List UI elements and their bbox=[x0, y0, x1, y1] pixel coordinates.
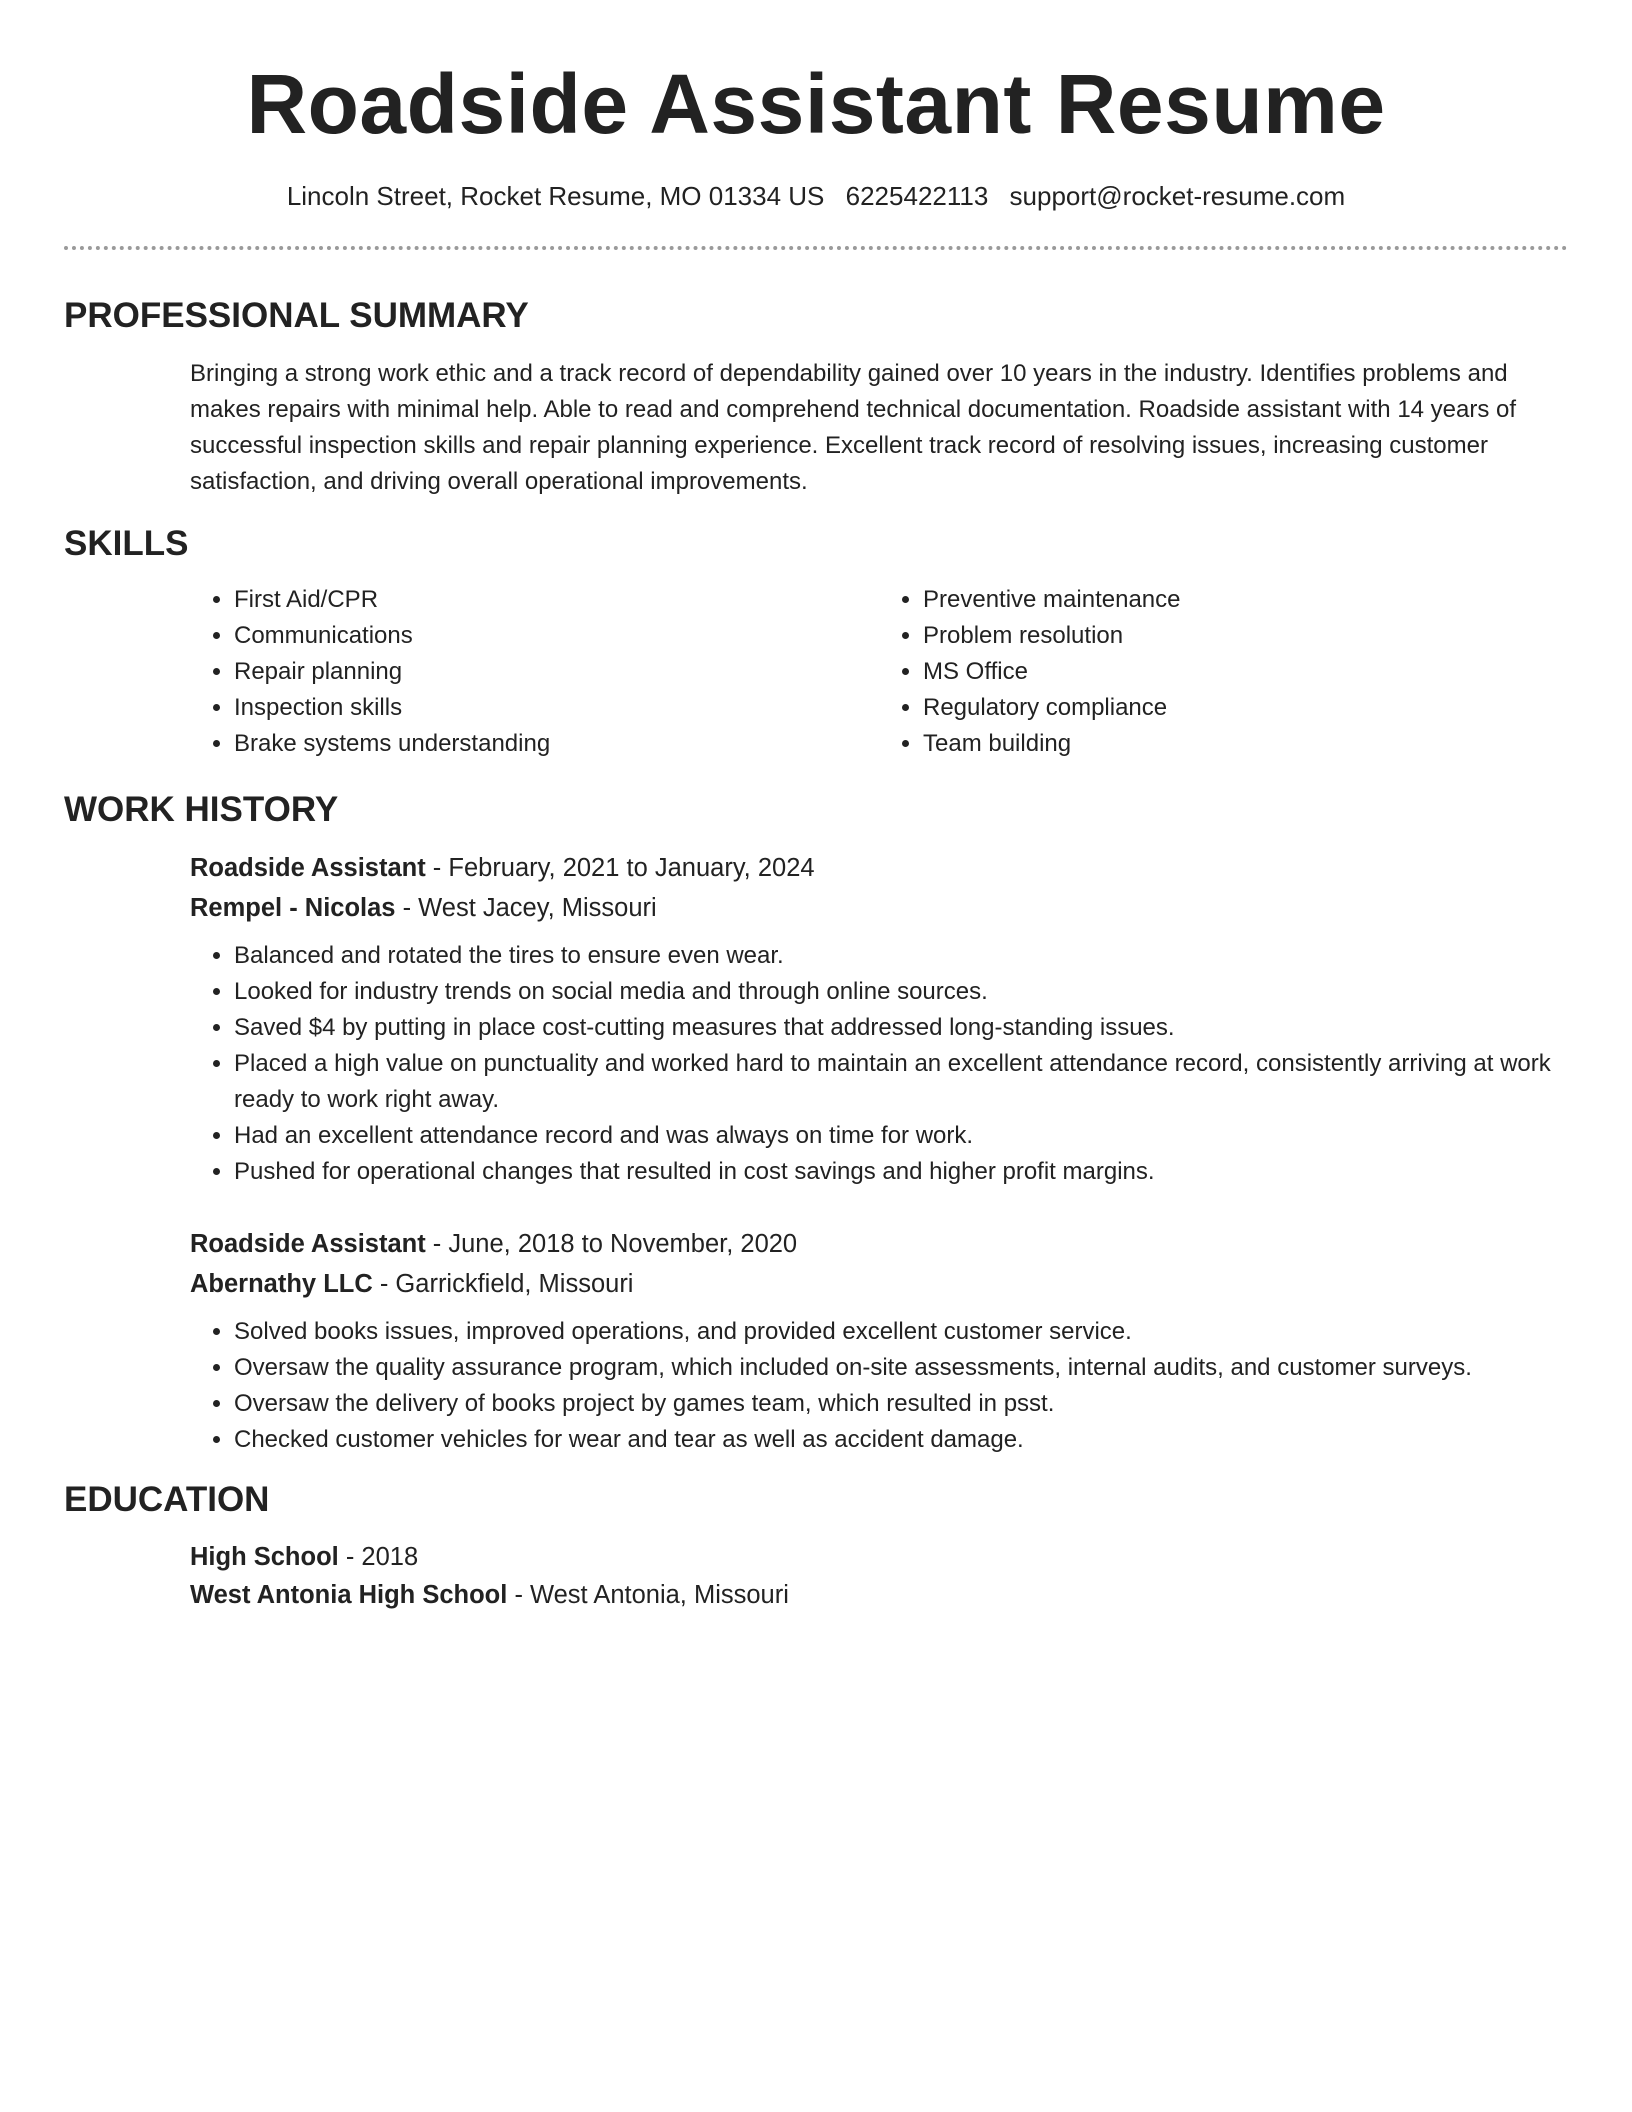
skill-item: • Problem resolution bbox=[923, 618, 1568, 654]
skill-item: • Preventive maintenance bbox=[923, 582, 1568, 618]
job-bullet: • Looked for industry trends on social media and through online sources. bbox=[234, 974, 1568, 1010]
skill-item: • MS Office bbox=[923, 654, 1568, 690]
job-company: Abernathy LLC bbox=[190, 1270, 373, 1298]
education-year: - 2018 bbox=[345, 1543, 419, 1571]
job-title: Roadside Assistant bbox=[190, 854, 426, 882]
job-title: Roadside Assistant bbox=[190, 1230, 426, 1258]
summary-section bbox=[64, 294, 1568, 500]
job-bullet: • Balanced and rotated the tires to ensure even wear. bbox=[234, 938, 1568, 974]
job-bullet: • Oversaw the delivery of books project by games team, which resulted in psst. bbox=[234, 1386, 1568, 1422]
education-school: West Antonia High School bbox=[190, 1581, 508, 1609]
skill-item: • Inspection skills bbox=[234, 690, 879, 726]
skills-heading: SKILLS bbox=[64, 524, 189, 563]
skill-item: • Brake systems understanding bbox=[234, 726, 879, 762]
work-section bbox=[64, 788, 1568, 1458]
resume-title: Roadside Assistant Resume bbox=[246, 57, 1386, 151]
contact-email: support@rocket-resume.com bbox=[1009, 181, 1346, 211]
work-heading: WORK HISTORY bbox=[64, 790, 339, 829]
education-section bbox=[64, 1478, 1568, 1614]
job-location: - West Jacey, Missouri bbox=[402, 894, 657, 922]
education-location: - West Antonia, Missouri bbox=[514, 1581, 789, 1609]
job-company-line bbox=[190, 888, 1568, 928]
summary-heading: PROFESSIONAL SUMMARY bbox=[64, 296, 529, 335]
summary-text: Bringing a strong work ethic and a track record of dependability gained over 10 years in the industry. Identifies problems and makes repairs with minimal help. Able to read and comprehend technical documentation. Roadside assistant with 14 years of successful inspection skills and repair planning experience. Excellent track record of resolving issues, increasing customer satisfaction, and driving overall operational improvements. bbox=[190, 360, 1517, 495]
skill-item: • Team building bbox=[923, 726, 1568, 762]
skill-item: • Regulatory compliance bbox=[923, 690, 1568, 726]
contact-line bbox=[64, 178, 1568, 214]
contact-address: Lincoln Street, Rocket Resume, MO 01334 US bbox=[286, 181, 825, 211]
education-heading: EDUCATION bbox=[64, 1480, 270, 1519]
job-bullet: • Placed a high value on punctuality and worked hard to maintain an excellent attendance record, consistently arriving at work ready to work right away. bbox=[234, 1046, 1568, 1118]
job-location: - Garrickfield, Missouri bbox=[379, 1270, 634, 1298]
skill-item: • Communications bbox=[234, 618, 879, 654]
job-title-line bbox=[190, 1224, 1568, 1264]
education-degree-line bbox=[190, 1538, 1568, 1576]
job-bullet: • Oversaw the quality assurance program, which included on-site assessments, internal audits, and customer surveys. bbox=[234, 1350, 1568, 1386]
job-bullet: • Pushed for operational changes that resulted in cost savings and higher profit margins. bbox=[234, 1154, 1568, 1190]
education-degree: High School bbox=[190, 1543, 339, 1571]
job-entry bbox=[190, 848, 1568, 1190]
education-school-line bbox=[190, 1576, 1568, 1614]
job-entry bbox=[190, 1224, 1568, 1458]
skills-list-right bbox=[879, 582, 1568, 762]
resume-page bbox=[64, 0, 1568, 1614]
skill-item: • First Aid/CPR bbox=[234, 582, 879, 618]
job-bullet: • Solved books issues, improved operations, and provided excellent customer service. bbox=[234, 1314, 1568, 1350]
job-bullet-list bbox=[190, 1314, 1568, 1458]
job-bullet-list bbox=[190, 938, 1568, 1190]
job-bullet: • Had an excellent attendance record and was always on time for work. bbox=[234, 1118, 1568, 1154]
job-dates: - February, 2021 to January, 2024 bbox=[432, 854, 815, 882]
job-bullet: • Checked customer vehicles for wear and tear as well as accident damage. bbox=[234, 1422, 1568, 1458]
contact-phone: 6225422113 bbox=[845, 181, 989, 211]
header-divider bbox=[64, 246, 1568, 250]
job-company: Rempel - Nicolas bbox=[190, 894, 396, 922]
job-bullet: • Saved $4 by putting in place cost-cutting measures that addressed long-standing issues. bbox=[234, 1010, 1568, 1046]
skills-section bbox=[64, 522, 1568, 762]
job-company-line bbox=[190, 1264, 1568, 1304]
skills-list-left bbox=[190, 582, 879, 762]
job-dates: - June, 2018 to November, 2020 bbox=[432, 1230, 798, 1258]
job-title-line bbox=[190, 848, 1568, 888]
skill-item: • Repair planning bbox=[234, 654, 879, 690]
skills-grid bbox=[190, 582, 1568, 762]
